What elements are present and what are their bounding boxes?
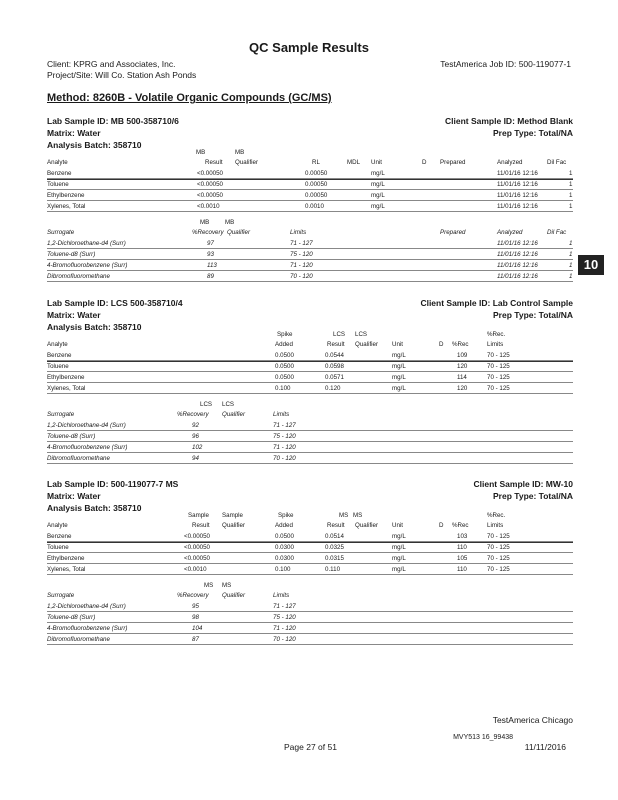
col-head: Result: [192, 522, 210, 529]
surrogate-header-row: [47, 227, 573, 238]
col-head-top: MS: [339, 512, 349, 519]
surrogate-row: [47, 453, 573, 464]
table-cell: <0.00050: [197, 192, 223, 199]
table-header-row: [47, 157, 573, 168]
table-cell: Xylenes, Total: [47, 566, 86, 573]
client-sample-id: Client Sample ID: MW-10: [473, 479, 573, 489]
prep-type: Prep Type: Total/NA: [493, 128, 573, 138]
table-cell: Benzene: [47, 533, 72, 540]
col-head: Unit: [392, 522, 404, 529]
col-head: Limits: [290, 229, 307, 236]
table-cell: 70 - 120: [273, 636, 296, 643]
analysis-batch: Analysis Batch: 358710: [47, 140, 142, 150]
table-cell: 71 - 120: [273, 444, 296, 451]
row-rule: [47, 393, 573, 394]
footer-page-number: Page 27 of 51: [284, 742, 337, 752]
col-head: Prepared: [440, 229, 466, 236]
row-rule: [47, 644, 573, 645]
col-head-top: LCS: [222, 401, 235, 408]
table-cell: 70 - 120: [290, 273, 313, 280]
surrogate-row: [47, 249, 573, 260]
table-cell: 0.0544: [325, 352, 344, 359]
table-cell: Xylenes, Total: [47, 203, 86, 210]
table-cell: 114: [457, 374, 467, 381]
col-head: Analyte: [47, 341, 68, 348]
col-head: Result: [327, 341, 345, 348]
client-sample-id: Client Sample ID: Lab Control Sample: [420, 298, 573, 308]
table-cell: mg/L: [371, 192, 385, 199]
table-row: [47, 168, 573, 179]
table-cell: 89: [207, 273, 214, 280]
col-head: D: [439, 522, 444, 529]
table-row: [47, 350, 573, 361]
client-sample-id: Client Sample ID: Method Blank: [445, 116, 573, 126]
table-cell: Toluene: [47, 363, 69, 370]
col-head-top: MS: [353, 512, 363, 519]
col-head: MDL: [347, 159, 361, 166]
table-cell: 1: [569, 203, 573, 210]
lab-sample-id: Lab Sample ID: MB 500-358710/6: [47, 116, 179, 126]
lab-sample-id: Lab Sample ID: LCS 500-358710/4: [47, 298, 183, 308]
table-cell: 0.0500: [275, 363, 294, 370]
col-head-top: Spike: [278, 512, 294, 519]
table-cell: 1,2-Dichloroethane-d4 (Surr): [47, 422, 126, 429]
col-head: Result: [205, 159, 223, 166]
table-cell: 104: [192, 625, 203, 632]
table-cell: 110: [457, 566, 467, 573]
ms-section: [47, 478, 573, 645]
table-cell: 0.0010: [305, 203, 324, 210]
table-cell: 70 - 125: [487, 352, 510, 359]
surrogate-header-row: [47, 409, 573, 420]
table-cell: <0.00050: [184, 544, 210, 551]
table-row: [47, 179, 573, 190]
col-head: %Rec: [452, 522, 469, 529]
table-cell: 70 - 125: [487, 566, 510, 573]
col-head: Qualifier: [222, 592, 246, 599]
col-head: %Recovery: [177, 411, 209, 418]
col-head: Qualifier: [235, 159, 259, 166]
table-cell: mg/L: [392, 566, 406, 573]
table-cell: 11/01/16 12:16: [497, 181, 538, 188]
table-cell: 70 - 125: [487, 544, 510, 551]
table-cell: 1: [569, 273, 573, 280]
matrix: Matrix: Water: [47, 310, 101, 320]
footer-company: TestAmerica Chicago: [492, 715, 573, 725]
table-cell: <0.0010: [184, 566, 207, 573]
table-cell: 0.0598: [325, 363, 344, 370]
row-rule: [47, 463, 573, 464]
lab-sample-id: Lab Sample ID: 500-119077-7 MS: [47, 479, 179, 489]
table-cell: <0.00050: [184, 533, 210, 540]
table-cell: 70 - 125: [487, 374, 510, 381]
table-cell: 93: [207, 251, 214, 258]
table-row: [47, 201, 573, 212]
col-head: Added: [275, 522, 293, 529]
col-head: Limits: [273, 592, 290, 599]
table-cell: Toluene: [47, 544, 69, 551]
table-cell: mg/L: [371, 181, 385, 188]
table-cell: 0.0500: [275, 374, 294, 381]
col-head: Limits: [487, 341, 504, 348]
table-cell: 1: [569, 181, 573, 188]
table-cell: mg/L: [392, 385, 406, 392]
table-cell: 0.0300: [275, 555, 294, 562]
surrogate-row: [47, 238, 573, 249]
table-cell: 11/01/16 12:16: [497, 192, 538, 199]
table-cell: Ethylbenzene: [47, 555, 85, 562]
table-cell: Benzene: [47, 170, 72, 177]
col-head: Qualifier: [355, 522, 379, 529]
table-cell: 97: [207, 240, 214, 247]
table-header-row: [47, 339, 573, 350]
col-head-top: Spike: [277, 331, 293, 338]
row-rule: [47, 281, 573, 282]
col-head-top: MS: [204, 582, 214, 589]
col-head: Surrogate: [47, 592, 75, 599]
table-cell: 70 - 125: [487, 555, 510, 562]
table-cell: <0.00050: [184, 555, 210, 562]
table-cell: mg/L: [392, 363, 406, 370]
row-rule: [47, 211, 573, 212]
client-name: Client: KPRG and Associates, Inc.: [47, 59, 176, 69]
table-cell: 4-Bromofluorobenzene (Surr): [47, 444, 128, 451]
matrix: Matrix: Water: [47, 128, 101, 138]
section-tab-marker: 10: [578, 255, 604, 275]
table-cell: <0.00050: [197, 170, 223, 177]
col-head: Analyzed: [497, 159, 523, 166]
table-cell: mg/L: [392, 555, 406, 562]
table-row: [47, 542, 573, 553]
surrogate-row: [47, 612, 573, 623]
table-cell: 0.0514: [325, 533, 344, 540]
table-cell: 1: [569, 192, 573, 199]
table-cell: 87: [192, 636, 199, 643]
col-head: Prepared: [440, 159, 466, 166]
col-head-top: MB: [225, 219, 235, 226]
table-cell: 98: [192, 614, 199, 621]
table-cell: <0.00050: [197, 181, 223, 188]
col-head: D: [439, 341, 444, 348]
table-cell: <0.0010: [197, 203, 220, 210]
table-cell: mg/L: [392, 352, 406, 359]
table-cell: 75 - 120: [273, 433, 296, 440]
col-head-top: LCS: [355, 331, 368, 338]
table-cell: 71 - 127: [273, 422, 296, 429]
col-head-top: MB: [235, 149, 245, 156]
table-cell: 0.00050: [305, 192, 328, 199]
table-row: [47, 564, 573, 575]
col-head: RL: [312, 159, 320, 166]
col-head-top: MB: [200, 219, 210, 226]
table-cell: mg/L: [392, 544, 406, 551]
table-cell: Benzene: [47, 352, 72, 359]
table-cell: 1: [569, 251, 573, 258]
table-cell: 11/01/16 12:16: [497, 262, 538, 269]
col-head: Analyzed: [497, 229, 523, 236]
analysis-batch: Analysis Batch: 358710: [47, 322, 142, 332]
table-cell: 1,2-Dichloroethane-d4 (Surr): [47, 603, 126, 610]
table-cell: 0.120: [325, 385, 341, 392]
prep-type: Prep Type: Total/NA: [493, 491, 573, 501]
table-cell: 1: [569, 170, 573, 177]
col-head: Added: [275, 341, 293, 348]
surrogate-row: [47, 623, 573, 634]
table-cell: 0.0325: [325, 544, 344, 551]
col-head-top: %Rec.: [487, 512, 506, 519]
table-cell: Ethylbenzene: [47, 374, 85, 381]
col-head: Qualifier: [227, 229, 251, 236]
method-blank-section: [47, 115, 573, 282]
analysis-batch: Analysis Batch: 358710: [47, 503, 142, 513]
matrix: Matrix: Water: [47, 491, 101, 501]
table-cell: 75 - 120: [273, 614, 296, 621]
page-title: QC Sample Results: [249, 40, 369, 55]
table-row: [47, 361, 573, 372]
surrogate-row: [47, 271, 573, 282]
table-row: [47, 531, 573, 542]
table-cell: mg/L: [392, 533, 406, 540]
table-row: [47, 553, 573, 564]
col-head: Qualifier: [355, 341, 379, 348]
table-cell: 105: [457, 555, 468, 562]
col-head: Limits: [487, 522, 504, 529]
table-cell: Toluene-d8 (Surr): [47, 433, 96, 440]
col-head-top: MS: [222, 582, 232, 589]
table-cell: 103: [457, 533, 468, 540]
col-head: Surrogate: [47, 411, 75, 418]
table-cell: 1: [569, 240, 573, 247]
table-cell: mg/L: [371, 170, 385, 177]
table-cell: 0.0500: [275, 352, 294, 359]
surrogate-header-row: [47, 590, 573, 601]
table-cell: 0.0315: [325, 555, 344, 562]
blank-results-table: [47, 148, 573, 282]
table-cell: Dibromofluoromethane: [47, 636, 110, 643]
col-head: Analyte: [47, 159, 68, 166]
table-row: [47, 190, 573, 201]
col-head: Surrogate: [47, 229, 75, 236]
table-cell: 0.100: [275, 385, 291, 392]
table-cell: 11/01/16 12:16: [497, 203, 538, 210]
table-cell: Dibromofluoromethane: [47, 455, 110, 462]
table-cell: 70 - 120: [273, 455, 296, 462]
col-head: %Recovery: [192, 229, 224, 236]
table-cell: 95: [192, 603, 199, 610]
surrogate-row: [47, 260, 573, 271]
ms-results-table: [47, 511, 573, 645]
col-head-top: LCS: [333, 331, 346, 338]
col-head-top: %Rec.: [487, 331, 506, 338]
table-cell: 113: [207, 262, 217, 269]
footer-code: MVY513 16_99438: [453, 734, 513, 741]
table-cell: 70 - 125: [487, 533, 510, 540]
table-cell: 109: [457, 352, 468, 359]
table-cell: 71 - 127: [290, 240, 313, 247]
table-cell: 11/01/16 12:16: [497, 273, 538, 280]
col-head: Unit: [371, 159, 383, 166]
table-cell: 92: [192, 422, 199, 429]
table-cell: mg/L: [392, 374, 406, 381]
table-cell: 4-Bromofluorobenzene (Surr): [47, 262, 128, 269]
table-cell: 0.110: [325, 566, 341, 573]
table-cell: Xylenes, Total: [47, 385, 86, 392]
surrogate-row: [47, 420, 573, 431]
table-cell: 110: [457, 544, 467, 551]
table-cell: 0.00050: [305, 181, 328, 188]
table-cell: 0.0571: [325, 374, 344, 381]
table-cell: 11/01/16 12:16: [497, 240, 538, 247]
col-head: Qualifier: [222, 522, 246, 529]
table-cell: 0.0300: [275, 544, 294, 551]
surrogate-row: [47, 442, 573, 453]
table-cell: 102: [192, 444, 203, 451]
col-head-top: Sample: [188, 512, 209, 519]
table-cell: Toluene-d8 (Surr): [47, 614, 96, 621]
table-cell: 0.0500: [275, 533, 294, 540]
table-cell: 11/01/16 12:16: [497, 170, 538, 177]
col-head: Result: [327, 522, 345, 529]
col-head: Unit: [392, 341, 404, 348]
table-cell: 71 - 120: [290, 262, 313, 269]
col-head: %Recovery: [177, 592, 209, 599]
table-cell: 96: [192, 433, 199, 440]
table-cell: 94: [192, 455, 199, 462]
surrogate-row: [47, 601, 573, 612]
col-head: %Rec: [452, 341, 469, 348]
col-head: Analyte: [47, 522, 68, 529]
table-cell: 0.00050: [305, 170, 328, 177]
table-row: [47, 372, 573, 383]
lcs-section: [47, 297, 573, 464]
col-head-top: MB: [196, 149, 206, 156]
method-heading: Method: 8260B - Volatile Organic Compounds (GC/MS): [47, 92, 332, 104]
col-head: Limits: [273, 411, 290, 418]
table-cell: mg/L: [371, 203, 385, 210]
table-header-row: [47, 520, 573, 531]
footer-date: 11/11/2016: [524, 742, 566, 752]
table-cell: 120: [457, 385, 468, 392]
table-cell: Ethylbenzene: [47, 192, 85, 199]
lcs-results-table: [47, 330, 573, 464]
surrogate-row: [47, 431, 573, 442]
table-cell: 1: [569, 262, 573, 269]
col-head: Dil Fac: [547, 229, 567, 236]
col-head: D: [422, 159, 427, 166]
table-cell: 75 - 120: [290, 251, 313, 258]
project-site: Project/Site: Will Co. Station Ash Ponds: [47, 70, 197, 80]
table-cell: 4-Bromofluorobenzene (Surr): [47, 625, 128, 632]
col-head-top: LCS: [200, 401, 213, 408]
row-rule: [47, 574, 573, 575]
prep-type: Prep Type: Total/NA: [493, 310, 573, 320]
col-head: Dil Fac: [547, 159, 567, 166]
col-head-top: Sample: [222, 512, 243, 519]
table-cell: Dibromofluoromethane: [47, 273, 110, 280]
table-cell: Toluene-d8 (Surr): [47, 251, 96, 258]
table-cell: 120: [457, 363, 468, 370]
table-cell: 71 - 120: [273, 625, 296, 632]
table-cell: 70 - 125: [487, 385, 510, 392]
table-cell: 0.100: [275, 566, 291, 573]
table-cell: Toluene: [47, 181, 69, 188]
table-cell: 1,2-Dichloroethane-d4 (Surr): [47, 240, 126, 247]
job-id: TestAmerica Job ID: 500-119077-1: [440, 59, 571, 69]
table-cell: 70 - 125: [487, 363, 510, 370]
col-head: Qualifier: [222, 411, 246, 418]
table-row: [47, 383, 573, 394]
table-cell: 11/01/16 12:16: [497, 251, 538, 258]
surrogate-row: [47, 634, 573, 645]
table-cell: 71 - 127: [273, 603, 296, 610]
